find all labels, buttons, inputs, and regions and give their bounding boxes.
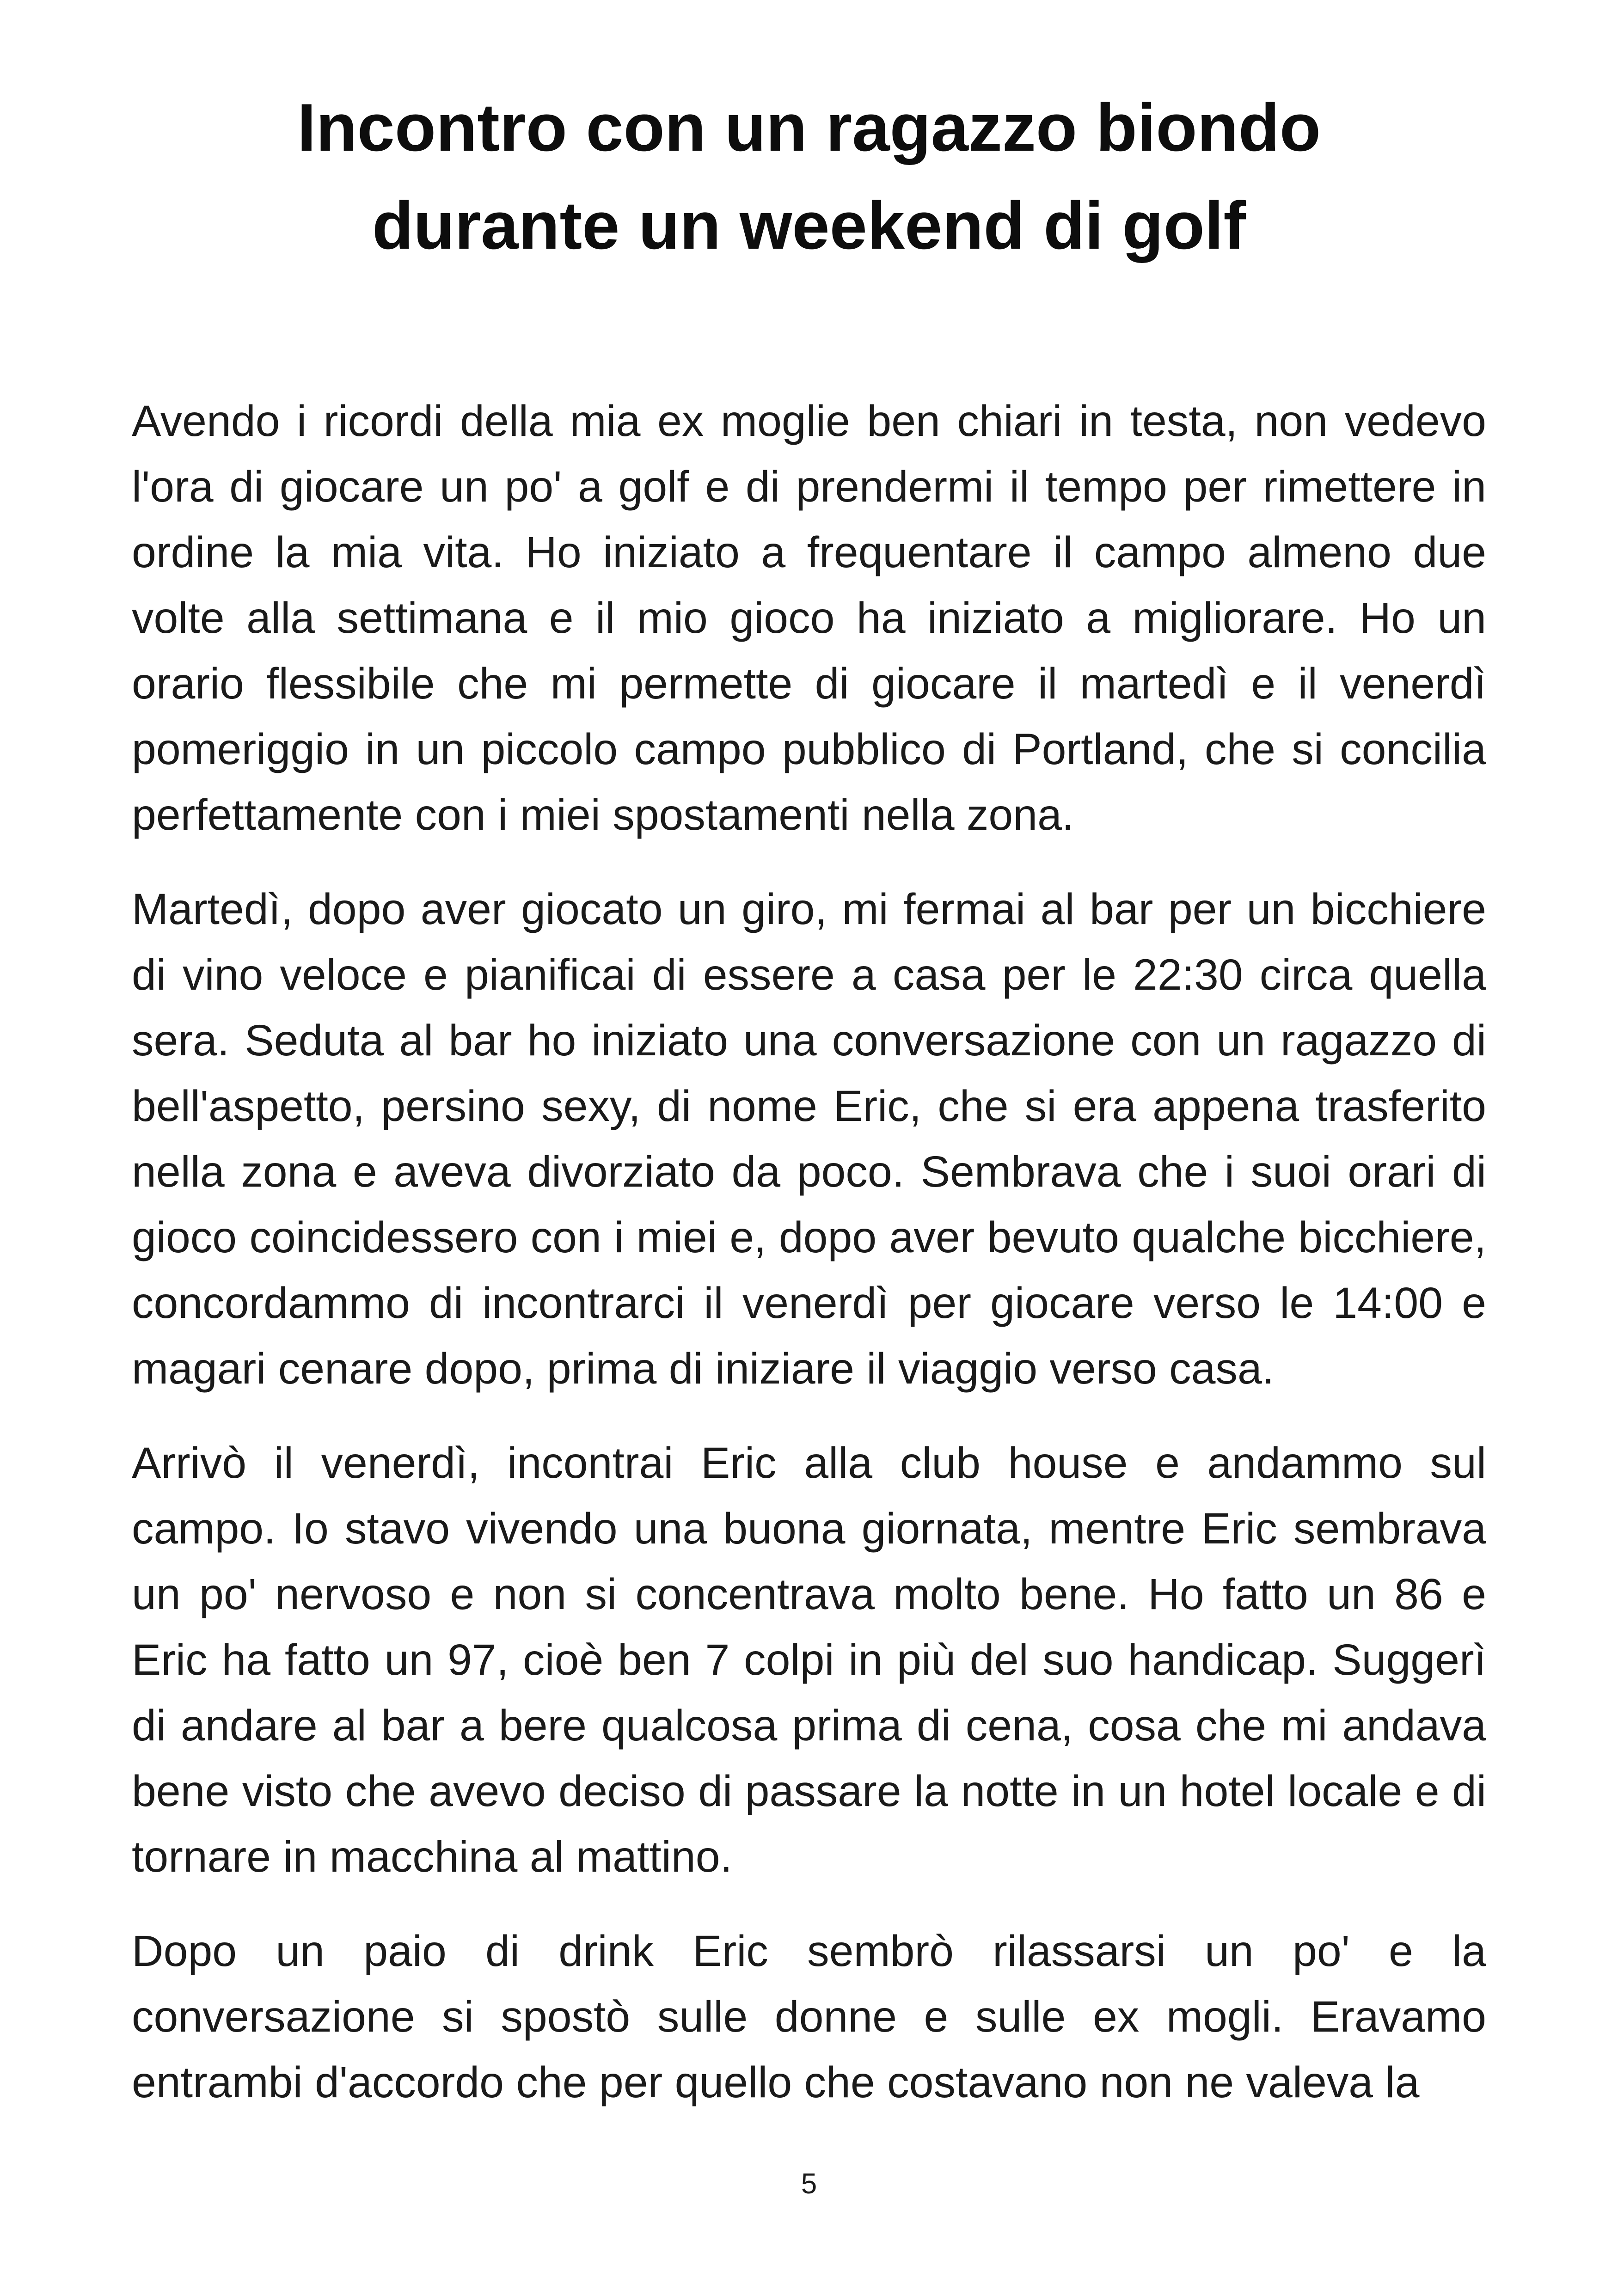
paragraph-2: Martedì, dopo aver giocato un giro, mi fermai al bar per un bicchiere di vino veloce e pianificai di essere a casa per le 22:30 circa quella sera. Seduta al bar ho iniziato una conversazione con un ragazzo di bell'aspetto, persino sexy, di nome Eric, che si era appena trasferito nella zona e aveva divorziato da poco. Sembrava che i suoi orari di gioco coincidessero con i miei e, dopo aver bevuto qualche bicchiere, concordammo di incontrarci il venerdì per giocare verso le 14:00 e magari cenare dopo, prima di iniziare il viaggio verso casa.	[132, 885, 1486, 1393]
body-text	[132, 388, 1486, 2144]
paragraph-1: Avendo i ricordi della mia ex moglie ben chiari in testa, non vedevo l'ora di giocare un po' a golf e di prendermi il tempo per rimettere in ordine la mia vita. Ho iniziato a frequentare il campo almeno due volte alla settimana e il mio gioco ha iniziato a migliorare. Ho un orario flessibile che mi permette di giocare il martedì e il venerdì pomeriggio in un piccolo campo pubblico di Portland, che si concilia perfettamente con i miei spostamenti nella zona.	[132, 397, 1486, 839]
paragraph-4: Dopo un paio di drink Eric sembrò rilassarsi un po' e la conversazione si spostò sulle donne e sulle ex mogli. Eravamo entrambi d'accordo che per quello che costavano non ne valeva la	[132, 1927, 1486, 2107]
title-line-2: durante un weekend di golf	[372, 188, 1246, 263]
page-title	[0, 79, 1618, 275]
paragraph-3: Arrivò il venerdì, incontrai Eric alla club house e andammo sul campo. Io stavo vivendo una buona giornata, mentre Eric sembrava un po' nervoso e non si concentrava molto bene. Ho fatto un 86 e Eric ha fatto un 97, cioè ben 7 colpi in più del suo handicap. Suggerì di andare al bar a bere qualcosa prima di cena, cosa che mi andava bene visto che avevo deciso di passare la notte in un hotel locale e di tornare in macchina al mattino.	[132, 1439, 1486, 1881]
title-line-1: Incontro con un ragazzo biondo	[297, 90, 1321, 165]
page-number: 5	[801, 2168, 817, 2200]
